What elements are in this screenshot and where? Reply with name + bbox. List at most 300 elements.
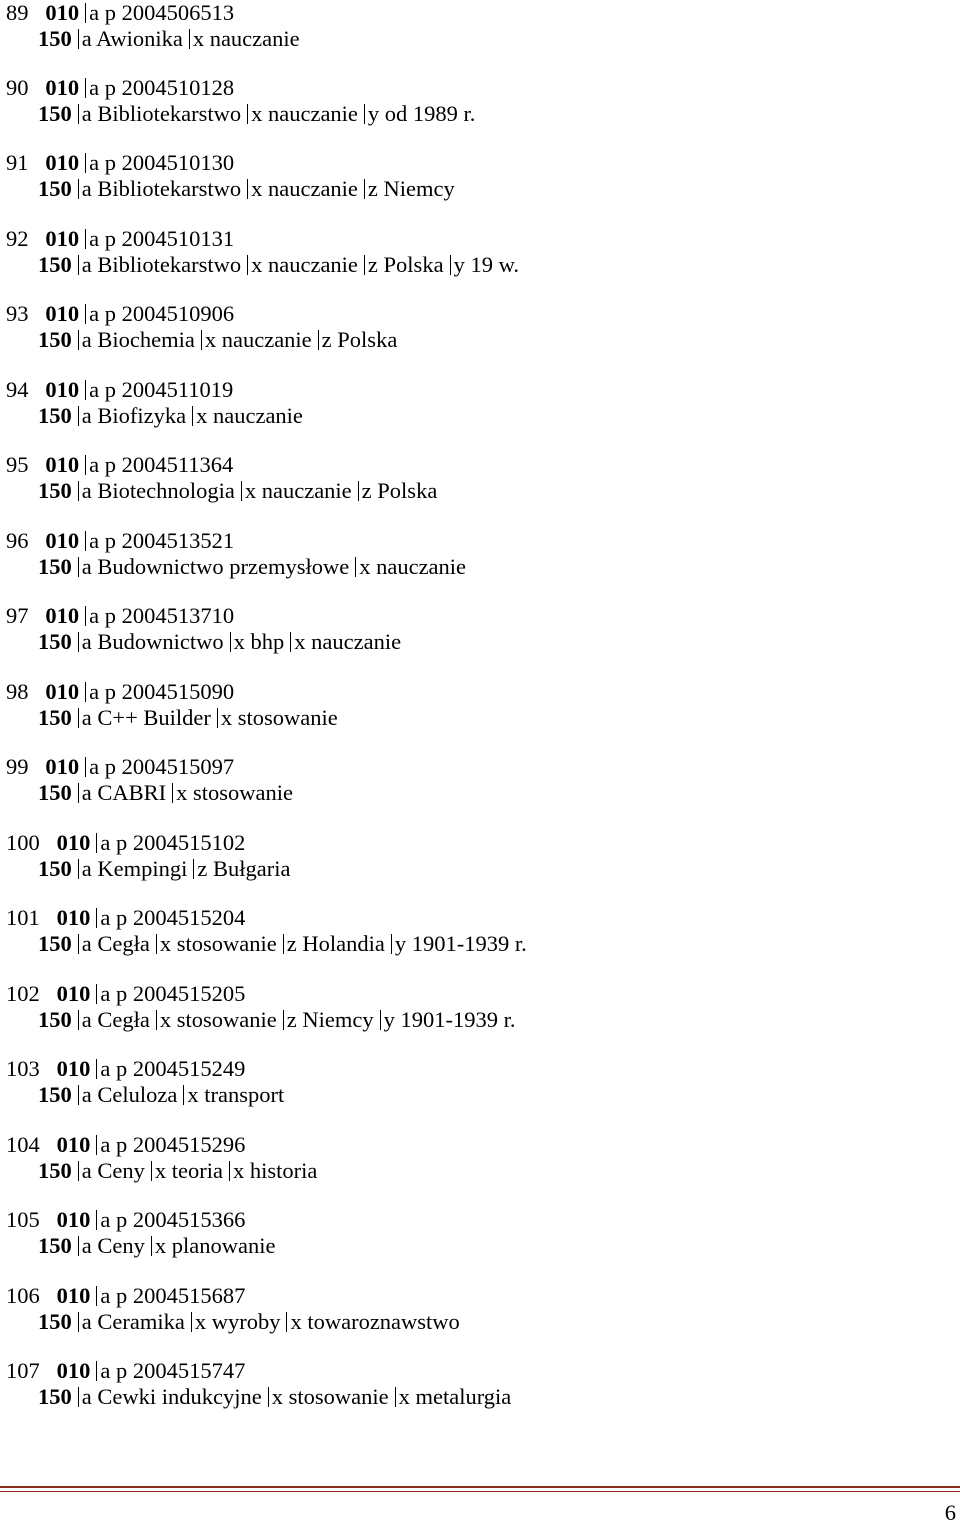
subfield-value: nauczanie	[376, 554, 467, 579]
record-line-150	[38, 856, 290, 882]
subfield-code: x	[154, 1158, 167, 1183]
subfield-value: p 2004510906	[104, 301, 235, 326]
record-line-010	[6, 452, 233, 478]
field-tag: 010	[45, 301, 80, 326]
field-tag: 010	[45, 377, 80, 402]
record	[0, 377, 960, 429]
subfield-code: x	[159, 1007, 172, 1032]
subfield-value: p 2004510128	[104, 75, 235, 100]
field-tag: 010	[45, 754, 80, 779]
subfield-value: Biotechnologia	[97, 478, 235, 503]
field-tag: 010	[56, 830, 91, 855]
subfield-value: Biofizyka	[97, 403, 187, 428]
record-line-010	[6, 301, 234, 327]
subfield-value: Budownictwo	[97, 629, 224, 654]
field-tag: 150	[38, 252, 72, 277]
page-number: 6	[944, 1500, 956, 1525]
record-line-150	[38, 1309, 460, 1335]
record-number: 101	[6, 905, 40, 930]
subfield-code: a	[89, 150, 100, 175]
subfield-delimiter	[450, 255, 451, 275]
record-line-150	[38, 176, 455, 202]
subfield-delimiter	[85, 304, 86, 324]
subfield-value: bhp	[250, 629, 285, 654]
subfield-code: a	[81, 403, 92, 428]
record-line-150	[38, 931, 527, 957]
field-tag: 010	[45, 603, 80, 628]
subfield-delimiter	[78, 859, 79, 879]
subfield-code: x	[194, 1309, 207, 1334]
record	[0, 603, 960, 655]
subfield-value: 1901-1939 r.	[400, 1007, 516, 1032]
subfield-value: transport	[204, 1082, 285, 1107]
subfield-code: a	[89, 603, 100, 628]
field-tag: 150	[38, 1007, 72, 1032]
field-tag: 150	[38, 176, 72, 201]
subfield-code: z	[361, 478, 372, 503]
record-line-010	[6, 150, 234, 176]
record	[0, 905, 960, 957]
subfield-value: Cewki indukcyjne	[97, 1384, 262, 1409]
subfield-value: towaroznawstwo	[307, 1309, 460, 1334]
subfield-code: x	[196, 403, 208, 428]
subfield-delimiter	[318, 330, 319, 350]
subfield-delimiter	[364, 255, 365, 275]
subfield-delimiter	[151, 1161, 152, 1181]
subfield-code: a	[100, 1132, 111, 1157]
subfield-value: p 2004511364	[104, 452, 234, 477]
subfield-delimiter	[193, 859, 194, 879]
subfield-delimiter	[85, 153, 86, 173]
field-tag: 150	[38, 26, 72, 51]
subfield-code: a	[100, 1207, 111, 1232]
subfield-value: Cegła	[97, 931, 150, 956]
subfield-code: a	[89, 0, 100, 25]
field-tag: 010	[56, 1207, 91, 1232]
subfield-delimiter	[78, 179, 79, 199]
record-line-010	[6, 1056, 245, 1082]
record-number: 103	[6, 1056, 40, 1081]
subfield-value: p 2004515205	[116, 981, 246, 1006]
subfield-delimiter	[283, 1010, 284, 1030]
subfield-delimiter	[85, 606, 86, 626]
subfield-value: Bibliotekarstwo	[97, 252, 242, 277]
subfield-delimiter	[217, 708, 218, 728]
subfield-code: y	[383, 1007, 395, 1032]
subfield-value: stosowanie	[237, 705, 338, 730]
record-line-150	[38, 327, 397, 353]
subfield-value: Niemcy	[302, 1007, 374, 1032]
field-tag: 150	[38, 856, 72, 881]
subfield-delimiter	[96, 984, 97, 1004]
subfield-delimiter	[283, 934, 284, 954]
record-number: 106	[6, 1283, 40, 1308]
subfield-code: x	[251, 176, 263, 201]
subfield-value: Ceny	[97, 1233, 145, 1258]
subfield-value: p 2004510130	[104, 150, 235, 175]
subfield-code: a	[81, 101, 92, 126]
subfield-code: a	[100, 830, 111, 855]
field-tag: 150	[38, 101, 72, 126]
subfield-delimiter	[395, 1387, 396, 1407]
record-number: 90	[6, 75, 29, 100]
record-line-010	[6, 1283, 245, 1309]
subfield-code: x	[154, 1233, 167, 1258]
record-line-150	[38, 26, 300, 52]
subfield-code: a	[81, 478, 92, 503]
subfield-delimiter	[192, 406, 193, 426]
record-line-150	[38, 478, 437, 504]
record-line-150	[38, 1158, 317, 1184]
subfield-code: a	[81, 856, 92, 881]
subfield-value: Bibliotekarstwo	[97, 176, 242, 201]
subfield-code: a	[81, 26, 92, 51]
subfield-code: a	[81, 629, 92, 654]
subfield-code: z	[367, 176, 378, 201]
subfield-value: stosowanie	[176, 1007, 277, 1032]
subfield-value: nauczanie	[212, 403, 303, 428]
subfield-code: z	[286, 931, 297, 956]
subfield-delimiter	[96, 833, 97, 853]
record	[0, 150, 960, 202]
record-number: 92	[6, 226, 29, 251]
subfield-delimiter	[286, 1312, 287, 1332]
subfield-code: z	[321, 327, 332, 352]
subfield-delimiter	[96, 908, 97, 928]
record-line-010	[6, 377, 233, 403]
record	[0, 754, 960, 806]
record-line-150	[38, 1007, 515, 1033]
subfield-delimiter	[85, 757, 86, 777]
subfield-value: C++ Builder	[97, 705, 211, 730]
subfield-value: 1901-1939 r.	[411, 931, 527, 956]
field-tag: 010	[45, 452, 80, 477]
subfield-code: z	[286, 1007, 297, 1032]
subfield-value: Biochemia	[97, 327, 195, 352]
record	[0, 830, 960, 882]
field-tag: 150	[38, 1384, 72, 1409]
subfield-value: Polska	[337, 327, 398, 352]
subfield-value: nauczanie	[209, 26, 300, 51]
subfield-delimiter	[85, 531, 86, 551]
subfield-code: x	[290, 1309, 302, 1334]
record-line-150	[38, 705, 338, 731]
subfield-code: a	[89, 75, 100, 100]
field-tag: 010	[56, 905, 91, 930]
subfield-delimiter	[78, 406, 79, 426]
record-line-010	[6, 1207, 245, 1233]
record-line-010	[6, 679, 234, 705]
subfield-code: a	[100, 1056, 111, 1081]
subfield-code: a	[81, 931, 92, 956]
record-line-150	[38, 554, 466, 580]
subfield-value: Ceramika	[97, 1309, 185, 1334]
subfield-delimiter	[191, 1312, 192, 1332]
field-tag: 150	[38, 1309, 72, 1334]
record-line-010	[6, 75, 234, 101]
subfield-value: nauczanie	[261, 478, 352, 503]
subfield-delimiter	[78, 1387, 79, 1407]
subfield-value: Awionika	[96, 26, 183, 51]
subfield-value: p 2004515366	[116, 1207, 246, 1232]
record-number: 107	[6, 1358, 40, 1383]
record-line-010	[6, 528, 234, 554]
subfield-delimiter	[78, 783, 79, 803]
subfield-code: a	[89, 754, 100, 779]
record	[0, 301, 960, 353]
subfield-code: x	[398, 1384, 410, 1409]
field-tag: 010	[45, 0, 80, 25]
record-line-010	[6, 830, 245, 856]
subfield-value: Ceny	[97, 1158, 145, 1183]
subfield-value: Kempingi	[97, 856, 188, 881]
subfield-delimiter	[241, 481, 242, 501]
field-tag: 010	[56, 1132, 91, 1157]
subfield-delimiter	[78, 1161, 79, 1181]
field-tag: 010	[45, 226, 80, 251]
subfield-value: Budownictwo przemysłowe	[97, 554, 350, 579]
subfield-delimiter	[156, 934, 157, 954]
record	[0, 1358, 960, 1410]
subfield-value: stosowanie	[193, 780, 294, 805]
record	[0, 1056, 960, 1108]
subfield-value: p 2004513710	[104, 603, 235, 628]
subfield-code: a	[100, 1358, 111, 1383]
subfield-delimiter	[78, 708, 79, 728]
subfield-value: Celuloza	[97, 1082, 178, 1107]
field-tag: 010	[56, 1358, 91, 1383]
record-number: 96	[6, 528, 29, 553]
subfield-code: a	[81, 1158, 92, 1183]
subfield-code: a	[100, 1283, 111, 1308]
record-line-010	[6, 905, 245, 931]
subfield-code: a	[100, 981, 111, 1006]
subfield-code: a	[81, 705, 92, 730]
record-number: 104	[6, 1132, 40, 1157]
record	[0, 981, 960, 1033]
subfield-delimiter	[78, 1312, 79, 1332]
subfield-code: x	[232, 1158, 245, 1183]
subfield-delimiter	[268, 1387, 269, 1407]
record-number: 94	[6, 377, 29, 402]
subfield-delimiter	[78, 632, 79, 652]
record-line-150	[38, 1082, 284, 1108]
subfield-value: stosowanie	[288, 1384, 389, 1409]
subfield-delimiter	[85, 682, 86, 702]
subfield-value: teoria	[171, 1158, 223, 1183]
subfield-code: a	[81, 327, 92, 352]
subfield-code: x	[176, 780, 188, 805]
record-line-010	[6, 226, 234, 252]
subfield-value: metalurgia	[415, 1384, 512, 1409]
subfield-value: p 2004515296	[116, 1132, 246, 1157]
record-line-150	[38, 252, 519, 278]
field-tag: 010	[56, 1283, 91, 1308]
record	[0, 0, 960, 52]
field-tag: 150	[38, 1082, 72, 1107]
subfield-delimiter	[189, 29, 190, 49]
subfield-code: a	[81, 1233, 92, 1258]
subfield-delimiter	[380, 1010, 381, 1030]
subfield-code: x	[251, 101, 263, 126]
subfield-value: p 2004515097	[104, 754, 235, 779]
subfield-value: p 2004515687	[116, 1283, 246, 1308]
subfield-delimiter	[201, 330, 202, 350]
subfield-code: x	[187, 1082, 199, 1107]
subfield-value: CABRI	[97, 780, 167, 805]
subfield-code: a	[89, 301, 100, 326]
subfield-code: x	[233, 629, 245, 654]
field-tag: 010	[45, 150, 80, 175]
subfield-code: x	[192, 26, 205, 51]
field-tag: 010	[45, 679, 80, 704]
subfield-value: nauczanie	[311, 629, 402, 654]
subfield-delimiter	[172, 783, 173, 803]
field-tag: 150	[38, 554, 72, 579]
subfield-code: a	[81, 1309, 92, 1334]
subfield-delimiter	[156, 1010, 157, 1030]
subfield-delimiter	[78, 1010, 79, 1030]
subfield-code: y	[394, 931, 407, 956]
subfield-value: wyroby	[211, 1309, 281, 1334]
subfield-value: Bułgaria	[213, 856, 291, 881]
record	[0, 679, 960, 731]
subfield-delimiter	[229, 1161, 230, 1181]
subfield-value: 19 w.	[470, 252, 519, 277]
record	[0, 452, 960, 504]
subfield-value: od 1989 r.	[384, 101, 476, 126]
record	[0, 1283, 960, 1335]
subfield-delimiter	[96, 1286, 97, 1306]
subfield-delimiter	[78, 104, 79, 124]
subfield-value: p 2004515204	[116, 905, 246, 930]
subfield-value: Polska	[377, 478, 438, 503]
record-number: 105	[6, 1207, 40, 1232]
subfield-code: a	[89, 377, 100, 402]
subfield-value: p 2004515102	[116, 830, 246, 855]
subfield-delimiter	[230, 632, 231, 652]
footer-rule	[0, 1486, 960, 1488]
subfield-value: nauczanie	[221, 327, 312, 352]
subfield-delimiter	[85, 3, 86, 23]
subfield-value: planowanie	[171, 1233, 276, 1258]
subfield-delimiter	[358, 481, 359, 501]
record-number: 102	[6, 981, 40, 1006]
subfield-value: p 2004515249	[116, 1056, 246, 1081]
subfield-value: Holandia	[302, 931, 385, 956]
subfield-delimiter	[96, 1059, 97, 1079]
subfield-code: x	[159, 931, 172, 956]
subfield-value: historia	[249, 1158, 318, 1183]
subfield-code: a	[81, 780, 92, 805]
subfield-delimiter	[247, 255, 248, 275]
subfield-code: y	[367, 101, 380, 126]
subfield-code: x	[204, 327, 217, 352]
subfield-code: a	[89, 528, 100, 553]
record-number: 100	[6, 830, 40, 855]
subfield-delimiter	[183, 1085, 184, 1105]
field-tag: 010	[45, 528, 80, 553]
subfield-value: p 2004511019	[104, 377, 234, 402]
subfield-delimiter	[85, 455, 86, 475]
subfield-code: a	[89, 452, 100, 477]
subfield-value: p 2004515090	[104, 679, 235, 704]
field-tag: 010	[56, 1056, 91, 1081]
subfield-code: x	[271, 1384, 283, 1409]
subfield-code: x	[251, 252, 263, 277]
subfield-delimiter	[85, 380, 86, 400]
subfield-value: Niemcy	[383, 176, 455, 201]
subfield-code: z	[367, 252, 378, 277]
subfield-code: x	[359, 554, 371, 579]
record-line-010	[6, 1358, 245, 1384]
field-tag: 150	[38, 1233, 72, 1258]
subfield-value: p 2004515747	[116, 1358, 246, 1383]
record	[0, 1132, 960, 1184]
field-tag: 010	[56, 981, 91, 1006]
subfield-delimiter	[364, 179, 365, 199]
footer-rule-thin	[0, 1491, 960, 1492]
subfield-value: Bibliotekarstwo	[97, 101, 242, 126]
subfield-delimiter	[78, 255, 79, 275]
field-tag: 010	[45, 75, 80, 100]
field-tag: 150	[38, 705, 72, 730]
record-number: 95	[6, 452, 29, 477]
subfield-delimiter	[96, 1361, 97, 1381]
field-tag: 150	[38, 1158, 72, 1183]
record	[0, 528, 960, 580]
subfield-delimiter	[78, 557, 79, 577]
record-number: 97	[6, 603, 29, 628]
subfield-code: a	[81, 176, 92, 201]
record-line-150	[38, 780, 293, 806]
subfield-code: x	[220, 705, 233, 730]
subfield-delimiter	[96, 1135, 97, 1155]
subfield-delimiter	[247, 104, 248, 124]
subfield-value: nauczanie	[267, 101, 358, 126]
record-line-010	[6, 981, 245, 1007]
subfield-delimiter	[78, 29, 79, 49]
field-tag: 150	[38, 403, 72, 428]
record-number: 91	[6, 150, 29, 175]
subfield-value: nauczanie	[267, 176, 358, 201]
field-tag: 150	[38, 780, 72, 805]
record	[0, 1207, 960, 1259]
record-line-150	[38, 629, 401, 655]
record-line-150	[38, 1384, 511, 1410]
subfield-value: stosowanie	[176, 931, 277, 956]
subfield-delimiter	[78, 330, 79, 350]
subfield-value: Polska	[383, 252, 444, 277]
subfield-code: x	[294, 629, 306, 654]
subfield-delimiter	[78, 481, 79, 501]
subfield-delimiter	[78, 1085, 79, 1105]
subfield-code: a	[89, 226, 100, 251]
subfield-delimiter	[355, 557, 356, 577]
subfield-code: a	[81, 554, 92, 579]
subfield-value: p 2004513521	[104, 528, 235, 553]
subfield-code: a	[81, 1082, 92, 1107]
subfield-delimiter	[364, 104, 365, 124]
subfield-code: y	[453, 252, 465, 277]
subfield-delimiter	[85, 78, 86, 98]
subfield-code: a	[100, 905, 111, 930]
subfield-delimiter	[85, 229, 86, 249]
record	[0, 75, 960, 127]
field-tag: 150	[38, 478, 72, 503]
record-number: 93	[6, 301, 29, 326]
record-line-010	[6, 603, 234, 629]
